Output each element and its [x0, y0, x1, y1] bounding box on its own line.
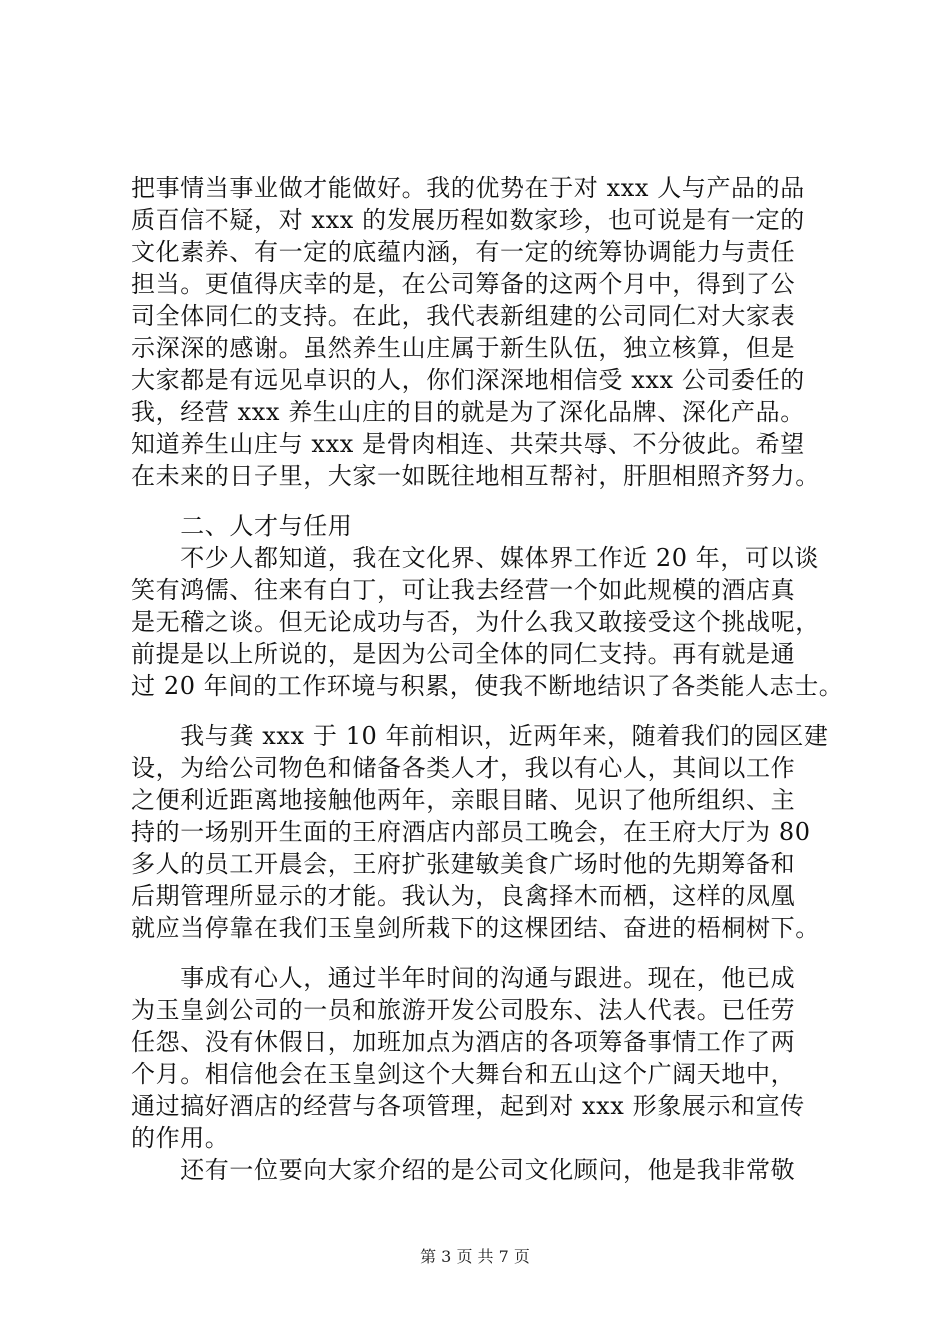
text-line: 就应当停靠在我们玉皇剑所栽下的这棵团结、奋进的梧桐树下。 [131, 914, 820, 942]
text-line: 笑有鸿儒、往来有白丁，可让我去经营一个如此规模的酒店真 [131, 576, 796, 604]
paragraph-3 [131, 720, 851, 944]
paragraph-4 [131, 962, 851, 1186]
paragraph-spacer [131, 944, 851, 962]
paragraph-spacer [131, 492, 851, 510]
document-body [131, 172, 851, 1186]
section-heading: 二、人才与任用 [131, 512, 353, 540]
text-line: 大家都是有远见卓识的人，你们深深地相信受 xxx 公司委任的 [131, 366, 805, 394]
page-number-footer: 第 3 页 共 7 页 [420, 1247, 530, 1266]
text-line: 示深深的感谢。虽然养生山庄属于新生队伍，独立核算，但是 [131, 334, 796, 362]
text-line: 过 20 年间的工作环境与积累，使我不断地结识了各类能人志士。 [131, 672, 844, 700]
text-line: 知道养生山庄与 xxx 是骨肉相连、共荣共辱、不分彼此。希望 [131, 430, 805, 458]
text-line: 后期管理所显示的才能。我认为，良禽择木而栖，这样的凤凰 [131, 882, 796, 910]
text-line: 担当。更值得庆幸的是，在公司筹备的这两个月中，得到了公 [131, 270, 796, 298]
text-line: 任怨、没有休假日，加班加点为酒店的各项筹备事情工作了两 [131, 1028, 796, 1056]
text-line: 通过搞好酒店的经营与各项管理，起到对 xxx 形象展示和宣传 [131, 1092, 805, 1120]
text-line: 前提是以上所说的，是因为公司全体的同仁支持。再有就是通 [131, 640, 796, 668]
text-line: 是无稽之谈。但无论成功与否，为什么我又敢接受这个挑战呢， [131, 608, 820, 636]
text-line: 事成有心人，通过半年时间的沟通与跟进。现在，他已成 [131, 964, 796, 992]
text-line: 的作用。 [131, 1124, 230, 1152]
text-line: 为玉皇剑公司的一员和旅游开发公司股东、法人代表。已任劳 [131, 996, 796, 1024]
text-line: 之便利近距离地接触他两年，亲眼目睹、见识了他所组织、主 [131, 786, 796, 814]
text-line: 个月。相信他会在玉皇剑这个大舞台和五山这个广阔天地中， [131, 1060, 796, 1088]
text-line: 司全体同仁的支持。在此，我代表新组建的公司同仁对大家表 [131, 302, 796, 330]
paragraph-2 [131, 510, 851, 702]
text-line: 我，经营 xxx 养生山庄的目的就是为了深化品牌、深化产品。 [131, 398, 805, 426]
text-line: 在未来的日子里，大家一如既往地相互帮衬，肝胆相照齐努力。 [131, 462, 820, 490]
paragraph-1 [131, 172, 851, 492]
text-line: 不少人都知道，我在文化界、媒体界工作近 20 年，可以谈 [131, 544, 819, 572]
text-line: 多人的员工开晨会，王府扩张建敏美食广场时他的先期筹备和 [131, 850, 796, 878]
text-line: 持的一场别开生面的王府酒店内部员工晚会，在王府大厅为 80 [131, 818, 811, 846]
text-line: 把事情当事业做才能做好。我的优势在于对 xxx 人与产品的品 [131, 174, 805, 202]
text-line: 质百信不疑，对 xxx 的发展历程如数家珍，也可说是有一定的 [131, 206, 805, 234]
text-line: 设，为给公司物色和储备各类人才，我以有心人，其间以工作 [131, 754, 796, 782]
text-line: 文化素养、有一定的底蕴内涵，有一定的统筹协调能力与责任 [131, 238, 796, 266]
text-line: 还有一位要向大家介绍的是公司文化顾问，他是我非常敬 [131, 1156, 796, 1184]
text-line: 我与龚 xxx 于 10 年前相识，近两年来，随着我们的园区建 [131, 722, 829, 750]
paragraph-spacer [131, 702, 851, 720]
